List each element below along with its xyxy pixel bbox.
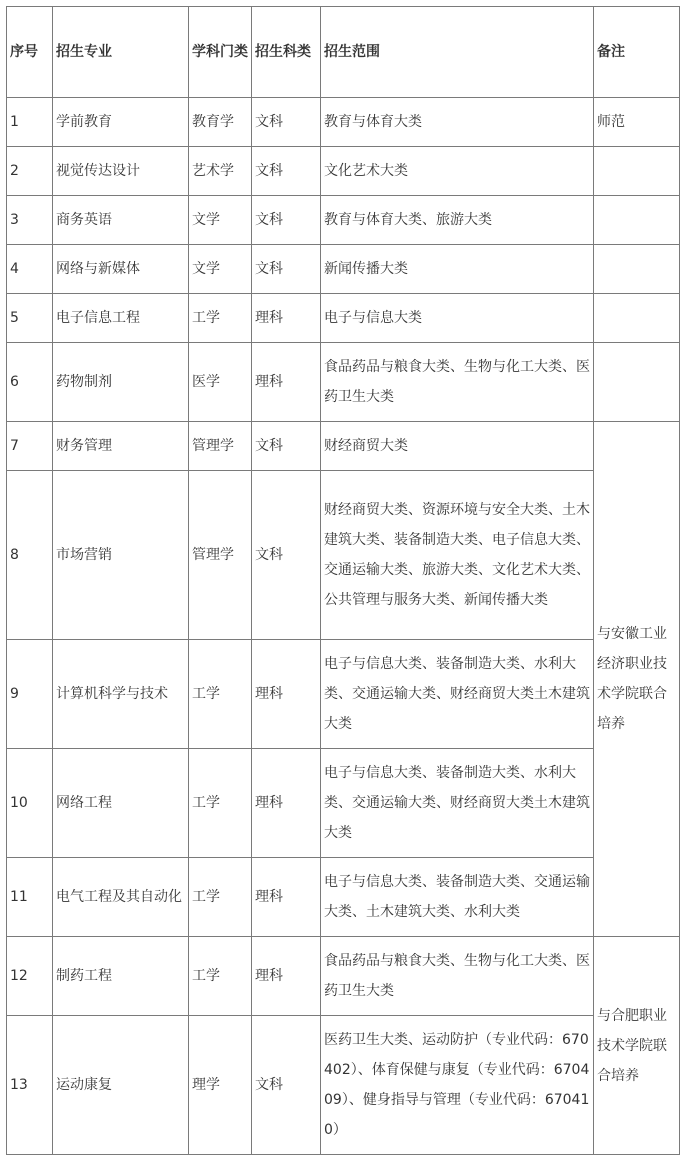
table-row: [7, 245, 680, 294]
cell-major: 制药工程: [53, 937, 189, 1016]
cell-discipline: 工学: [189, 937, 252, 1016]
cell-stream: 文科: [252, 471, 321, 640]
cell-scope: 教育与体育大类、旅游大类: [321, 196, 594, 245]
cell-scope: 财经商贸大类、资源环境与安全大类、土木建筑大类、装备制造大类、电子信息大类、交通运输大类、旅游大类、文化艺术大类、公共管理与服务大类、新闻传播大类: [321, 471, 594, 640]
table-row: [7, 471, 680, 640]
cell-major: 电气工程及其自动化: [53, 858, 189, 937]
table-row: [7, 98, 680, 147]
cell-index: 12: [7, 937, 53, 1016]
cell-discipline: 文学: [189, 196, 252, 245]
cell-stream: 理科: [252, 343, 321, 422]
cell-scope: 新闻传播大类: [321, 245, 594, 294]
cell-scope: 食品药品与粮食大类、生物与化工大类、医药卫生大类: [321, 343, 594, 422]
cell-note: [594, 294, 680, 343]
table-row: [7, 294, 680, 343]
cell-major: 网络与新媒体: [53, 245, 189, 294]
cell-note: [594, 196, 680, 245]
cell-major: 运动康复: [53, 1016, 189, 1155]
cell-note: [594, 343, 680, 422]
cell-major: 视觉传达设计: [53, 147, 189, 196]
cell-stream: 文科: [252, 422, 321, 471]
header-note: 备注: [594, 7, 680, 98]
cell-discipline: 教育学: [189, 98, 252, 147]
cell-note: 师范: [594, 98, 680, 147]
cell-note-merged-hefei: 与合肥职业技术学院联合培养: [594, 937, 680, 1155]
header-discipline: 学科门类: [189, 7, 252, 98]
cell-index: 13: [7, 1016, 53, 1155]
cell-note: [594, 245, 680, 294]
cell-scope: 医药卫生大类、运动防护（专业代码：670402）、体育保健与康复（专业代码：670409）、健身指导与管理（专业代码：670410）: [321, 1016, 594, 1155]
cell-discipline: 管理学: [189, 422, 252, 471]
cell-scope: 电子与信息大类: [321, 294, 594, 343]
cell-discipline: 工学: [189, 858, 252, 937]
cell-index: 2: [7, 147, 53, 196]
table-row: [7, 749, 680, 858]
cell-major: 网络工程: [53, 749, 189, 858]
table-row: [7, 640, 680, 749]
cell-stream: 理科: [252, 937, 321, 1016]
cell-discipline: 工学: [189, 294, 252, 343]
cell-discipline: 工学: [189, 749, 252, 858]
cell-note: [594, 147, 680, 196]
header-major: 招生专业: [53, 7, 189, 98]
cell-scope: 财经商贸大类: [321, 422, 594, 471]
cell-stream: 理科: [252, 749, 321, 858]
cell-major: 电子信息工程: [53, 294, 189, 343]
cell-scope: 电子与信息大类、装备制造大类、水利大类、交通运输大类、财经商贸大类土木建筑大类: [321, 749, 594, 858]
cell-major: 学前教育: [53, 98, 189, 147]
cell-discipline: 文学: [189, 245, 252, 294]
cell-index: 8: [7, 471, 53, 640]
table-row: [7, 343, 680, 422]
cell-note-merged-anhui: 与安徽工业经济职业技术学院联合培养: [594, 422, 680, 937]
cell-scope: 文化艺术大类: [321, 147, 594, 196]
table-row: [7, 196, 680, 245]
cell-stream: 理科: [252, 294, 321, 343]
cell-stream: 文科: [252, 196, 321, 245]
cell-stream: 文科: [252, 98, 321, 147]
header-scope: 招生范围: [321, 7, 594, 98]
header-index: 序号: [7, 7, 53, 98]
table-row: [7, 1016, 680, 1155]
cell-discipline: 艺术学: [189, 147, 252, 196]
cell-index: 5: [7, 294, 53, 343]
table-row: [7, 937, 680, 1016]
cell-major: 商务英语: [53, 196, 189, 245]
cell-index: 6: [7, 343, 53, 422]
cell-major: 计算机科学与技术: [53, 640, 189, 749]
cell-stream: 理科: [252, 640, 321, 749]
cell-stream: 文科: [252, 245, 321, 294]
cell-discipline: 理学: [189, 1016, 252, 1155]
cell-scope: 教育与体育大类: [321, 98, 594, 147]
cell-scope: 电子与信息大类、装备制造大类、水利大类、交通运输大类、财经商贸大类土木建筑大类: [321, 640, 594, 749]
cell-index: 7: [7, 422, 53, 471]
cell-major: 市场营销: [53, 471, 189, 640]
cell-index: 3: [7, 196, 53, 245]
cell-stream: 理科: [252, 858, 321, 937]
cell-index: 4: [7, 245, 53, 294]
header-stream: 招生科类: [252, 7, 321, 98]
cell-major: 药物制剂: [53, 343, 189, 422]
cell-index: 10: [7, 749, 53, 858]
cell-scope: 食品药品与粮食大类、生物与化工大类、医药卫生大类: [321, 937, 594, 1016]
table-row: [7, 422, 680, 471]
table-row: [7, 858, 680, 937]
cell-major: 财务管理: [53, 422, 189, 471]
cell-discipline: 工学: [189, 640, 252, 749]
admissions-table: [6, 6, 680, 1155]
header-row: [7, 7, 680, 98]
table-row: [7, 147, 680, 196]
cell-discipline: 管理学: [189, 471, 252, 640]
cell-index: 9: [7, 640, 53, 749]
cell-discipline: 医学: [189, 343, 252, 422]
cell-scope: 电子与信息大类、装备制造大类、交通运输大类、土木建筑大类、水利大类: [321, 858, 594, 937]
cell-index: 1: [7, 98, 53, 147]
cell-stream: 文科: [252, 1016, 321, 1155]
cell-stream: 文科: [252, 147, 321, 196]
cell-index: 11: [7, 858, 53, 937]
